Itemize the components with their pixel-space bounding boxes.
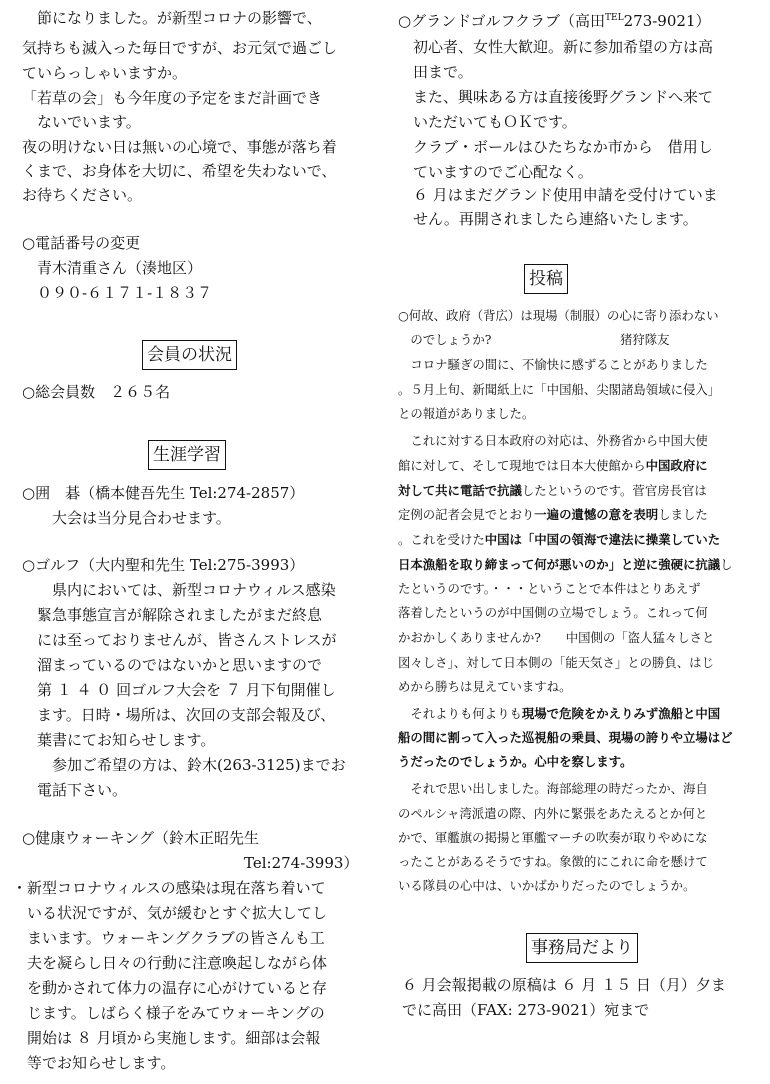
walking-line: を動かされて体力の温存に心がけていると存 (12, 979, 328, 997)
golf-line: 参加ご希望の方は、鈴木(263-3125)までお (22, 756, 346, 774)
text-run: し (720, 557, 733, 572)
text-run: しました (658, 507, 708, 522)
text-run: 。これを受けた (398, 532, 485, 547)
contribution-line: 図々しさ」、対して日本側の「能天気さ」との勝負、はじ (398, 655, 714, 670)
contribution-line: 落着したというのが中国側の立場でしょう。これって何 (398, 605, 708, 620)
ground-golf-line: 初心者、女性大歓迎。新に参加希望の方は高 (398, 38, 714, 56)
intro-line: お待ちください。 (22, 186, 143, 204)
ground-golf-line: せん。再開されましたら連絡いたします。 (398, 210, 698, 228)
emphasis-text: 対して共に電話で抗議 (398, 483, 522, 498)
ground-golf-line: また、興味ある方は直接後野グランドへ来て (398, 88, 714, 106)
contribution-line (398, 457, 708, 475)
tel-label: TEL (605, 13, 624, 23)
phone-change-title: ○電話番号の変更 (22, 234, 141, 252)
lifelong-heading: 生涯学習 (148, 440, 226, 470)
intro-line: ないでいます。 (22, 113, 141, 131)
walking-line: いる状況ですが、気が緩むとすぐ拡大してし (12, 904, 328, 922)
ground-golf-title (398, 8, 710, 31)
contribution-author: 猪狩隊友 (620, 332, 670, 347)
contribution-line: 。５月上旬、新聞紙上に「中国船、尖閣諸島領域に侵入」 (398, 382, 721, 397)
golf-line: 緊急事態宣言が解除されましたがまだ終息 (22, 606, 323, 624)
golf-line: 葉書にてお知らせします。 (22, 731, 216, 749)
golf-line: 第 １ ４ ０ 回ゴルフ大会を ７ 月下旬開催し (22, 681, 336, 699)
golf-line: には至っておりませんが、皆さんストレスが (22, 631, 337, 649)
ground-golf-title-number: 273-9021） (623, 12, 711, 30)
walking-line: 開始は ８ 月頃から実施します。細部は会報 (12, 1029, 321, 1047)
walking-line: 夫を凝らし日々の行動に注意喚起しながら体 (12, 954, 328, 972)
text-run: 定例の記者会見でとおり (398, 507, 535, 522)
golf-title: ○ゴルフ（大内聖和先生 Tel:275-3993） (22, 556, 305, 574)
walking-title: ○健康ウォーキング（鈴木正昭先生 (22, 829, 260, 847)
contribution-line (398, 531, 720, 549)
office-line: ６ 月会報掲載の原稿は ６ 月 １５ 日（月）夕ま (402, 976, 726, 994)
intro-line: 節になりました。が新型コロナの影響で、 (22, 9, 322, 27)
contribution-line: いる隊員の心中は、いかばかりだったのでしょうか。 (398, 878, 696, 893)
intro-line: 「若草の会」も今年度の予定をまだ計画でき (22, 89, 323, 107)
walking-line: ・新型コロナウィルスの感染は現在落ち着いて (12, 879, 326, 897)
intro-line: くまで、お身体を大切に、希望を失わないで、 (22, 162, 337, 180)
contribution-line: のペルシャ湾派遣の際、内外に緊張をあたえるとか何と (398, 806, 708, 821)
contribution-line: かおかしくありませんか? 中国側の「盗人猛々しさと (398, 630, 715, 645)
contribution-line (398, 556, 733, 574)
ground-golf-title-main: ○グランドゴルフクラブ（高田 (398, 12, 606, 30)
emphasis-text: 現場で危険をかえりみず漁船と中国 (521, 706, 721, 721)
go-title: ○囲 碁（橋本健吾先生 Tel:274-2857） (22, 484, 305, 502)
contribution-line: めから勝ちは見えていますね。 (398, 679, 572, 694)
phone-change-name: 青木清重さん（湊地区） (22, 259, 203, 277)
contribution-line: これに対する日本政府の対応は、外務省から中国大使 (398, 433, 708, 448)
contribution-line: たというのです。・・・ということで本件はとりあえず (398, 581, 701, 596)
contribution-line: それで思い出しました。海部総理の時だったか、海自 (398, 781, 708, 796)
text-run: それよりも何よりも (398, 706, 522, 721)
contribution-line (398, 705, 720, 723)
ground-golf-line: ていますのでご心配なく。 (398, 163, 593, 181)
ground-golf-line: クラブ・ボールはひたちなか市から 借用し (398, 138, 713, 156)
walking-line: まいます。ウォーキングクラブの皆さんも工 (12, 929, 325, 947)
office-line: でに高田（FAX: 273-9021）宛まで (402, 1001, 650, 1019)
walking-tel: Tel:274-3993） (244, 854, 359, 872)
ground-golf-line: 田まで。 (398, 63, 473, 81)
golf-line: 電話下さい。 (22, 781, 128, 799)
intro-line: 夜の明けない日は無いの心境で、事態が落ち着 (22, 138, 337, 156)
intro-line: 気持ちも滅入った毎日ですが、お元気で過ごし (22, 39, 338, 57)
walking-line: じます。しばらく様子をみてウォーキングの (12, 1004, 325, 1022)
emphasis-text: 船の間に割って入った巡視船の乗員、現場の誇りや立場はど (398, 730, 733, 745)
ground-golf-line: ６ 月はまだグランド使用申請を受付けていま (398, 186, 718, 204)
contribution-line: ったことがあるそうですね。象徴的にこれに命を懸けて (398, 854, 708, 869)
go-note: 大会は当分見合わせます。 (22, 509, 231, 527)
contribution-line (398, 506, 708, 524)
members-total: ○総会員数 ２６５名 (22, 383, 171, 401)
golf-line: ます。日時・場所は、次回の支部会報及び、 (22, 706, 336, 724)
intro-line: ていらっしゃいますか。 (22, 64, 188, 82)
contribution-heading: 投稿 (524, 264, 568, 294)
emphasis-text: 中国政府に (645, 458, 708, 473)
contribution-question: のでしょうか? (398, 332, 492, 347)
contribution-line: との報道がありました。 (398, 406, 535, 421)
golf-line: 県内においては、新型コロナウィルス感染 (22, 581, 336, 599)
text-run: 館に対して、そして現地では日本大使館から (398, 458, 646, 473)
contribution-line (398, 482, 707, 500)
office-heading: 事務局だより (526, 933, 638, 963)
text-run: したというのです。菅官房長官は (521, 483, 707, 498)
contribution-question: ○何故、政府（背広）は現場（制服）の心に寄り添わない (398, 308, 719, 323)
ground-golf-line: いただいてもＯＫです。 (398, 113, 577, 131)
walking-line: 等でお知らせします。 (12, 1054, 176, 1072)
contribution-line: コロナ騒ぎの間に、不愉快に感ずることがありました (398, 357, 708, 372)
emphasis-text: 日本漁船を取り締まって何が悪いのか」と逆に強硬に抗議 (398, 557, 721, 572)
contribution-line: かで、軍艦旗の掲揚と軍艦マーチの吹奏が取りやめにな (398, 830, 708, 845)
members-heading: 会員の状況 (142, 340, 237, 370)
emphasis-text: 一遍の遺憾の意を表明 (534, 507, 659, 522)
phone-change-number: ０９０-６１７１-１８３７ (22, 284, 213, 302)
golf-line: 溜まっているのではないかと思いますので (22, 656, 323, 674)
emphasis-text: 中国は「中国の領海で違法に操業していた (484, 532, 721, 547)
emphasis-text: うだったのでしょうか。心中を察します。 (398, 754, 633, 769)
